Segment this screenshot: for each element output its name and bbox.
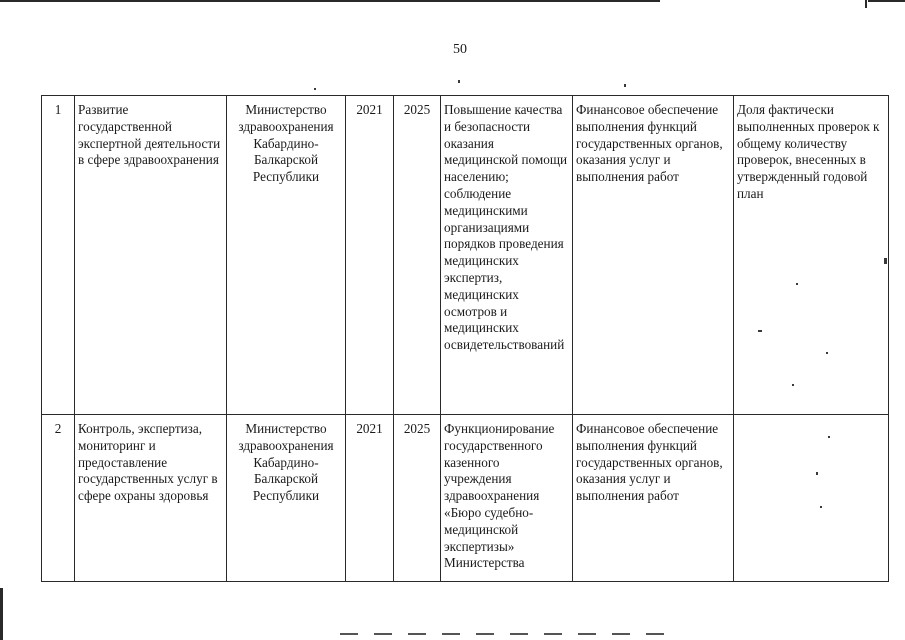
table-row [42, 415, 889, 582]
executor: Министерство здравоохранения Кабардино-Балкарской Республики [227, 415, 346, 582]
year-start: 2021 [346, 415, 394, 582]
table-row [42, 96, 889, 415]
row-number: 2 [42, 415, 75, 582]
scan-speck [796, 283, 798, 285]
page-number: 50 [453, 42, 467, 57]
activity-name: Развитие государственной экспертной деятельности в сфере здравоохранения [75, 96, 227, 415]
scan-speck [792, 384, 794, 386]
scan-speck [624, 84, 626, 87]
scan-speck [828, 436, 830, 438]
funding-direction: Финансовое обеспечение выполнения функций государственных органов, оказания услуг и выполнения работ [573, 415, 734, 582]
top-border-line-right [868, 0, 905, 2]
scan-speck [758, 330, 762, 332]
year-end: 2025 [394, 96, 441, 415]
expected-result: Повышение качества и безопасности оказания медицинской помощи населению; соблюдение медицинскими организациями порядков проведения медицинских экспертиз, медицинских осмотров и медицинских освидетельствований [441, 96, 573, 415]
top-border-tick [865, 0, 867, 8]
year-start: 2021 [346, 96, 394, 415]
funding-direction: Финансовое обеспечение выполнения функций государственных органов, оказания услуг и выполнения работ [573, 96, 734, 415]
executor: Министерство здравоохранения Кабардино-Балкарской Республики [227, 96, 346, 415]
program-activities-table [41, 95, 889, 582]
top-border-line [0, 0, 660, 2]
scan-speck [816, 472, 818, 475]
scan-speck [458, 80, 460, 83]
year-end: 2025 [394, 415, 441, 582]
indicator: Доля фактически выполненных проверок к общему количеству проверок, внесенных в утвержденный годовой план [734, 96, 889, 415]
activity-name: Контроль, экспертиза, мониторинг и предоставление государственных услуг в сфере охраны здоровья [75, 415, 227, 582]
scan-bottom-marks [340, 633, 670, 635]
row-number: 1 [42, 96, 75, 415]
scan-speck [314, 88, 316, 90]
indicator [734, 415, 889, 582]
scan-edge-shadow [0, 588, 3, 640]
scan-speck [884, 258, 887, 264]
scan-speck [820, 506, 822, 508]
expected-result: Функционирование государственного казенного учреждения здравоохранения «Бюро судебно-медицинской экспертизы» Министерства [441, 415, 573, 582]
scan-speck [826, 352, 828, 354]
